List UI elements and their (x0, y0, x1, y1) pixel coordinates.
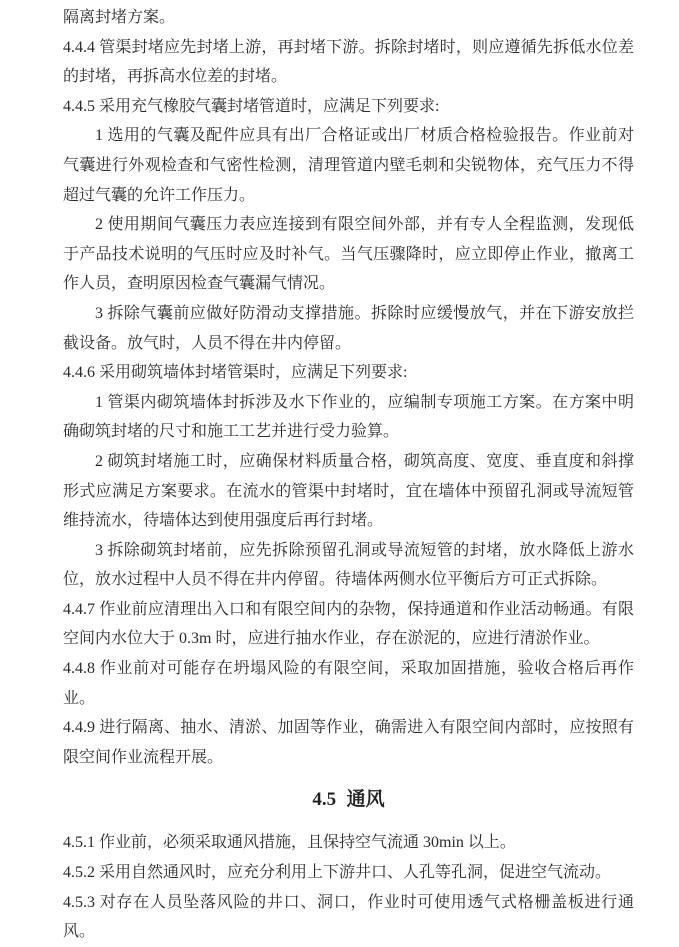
clause-paragraph: 4.5.3 对存在人员坠落风险的井口、洞口，作业时可使用透气式格栅盖板进行通风。 (63, 893, 634, 941)
clause-paragraph: 4.4.8 作业前对可能存在坍塌风险的有限空间，采取加固措施，验收合格后再作业。 (63, 660, 634, 707)
sub-item-paragraph: 2 砌筑封堵施工时，应确保材料质量合格，砌筑高度、宽度、垂直度和斜撑形式应满足方案要求。在流水的管渠中封堵时，宜在墙体中预留孔洞或导流短管维持流水，待墙体达到使用强度后再行封堵。 (63, 452, 634, 530)
sub-item-paragraph: 3 拆除砌筑封堵前，应先拆除预留孔洞或导流短管的封堵，放水降低上游水位，放水过程中人员不得在井内停留。待墙体两侧水位平衡后方可正式拆除。 (63, 541, 634, 589)
sub-item-paragraph: 1 管渠内砌筑墙体封拆涉及水下作业的，应编制专项施工方案。在方案中明确砌筑封堵的尺寸和施工工艺并进行受力验算。 (63, 393, 634, 441)
clause-paragraph: 4.4.6 采用砌筑墙体封堵管渠时，应满足下列要求: (63, 364, 408, 382)
sub-item-paragraph: 3 拆除气囊前应做好防滑动支撑措施。拆除时应缓慢放气，并在下游安放拦截设备。放气时，人员不得在井内停留。 (63, 304, 634, 352)
section-heading-number: 4.5 (312, 789, 337, 811)
section-heading-title: 通风 (346, 789, 385, 811)
clause-paragraph: 4.4.4 管渠封堵应先封堵上游，再封堵下游。拆除封堵时，则应遵循先拆低水位差的封堵，再拆高水位差的封堵。 (63, 38, 634, 86)
clause-paragraph: 4.5.2 采用自然通风时，应充分利用上下游井口、人孔等孔洞，促进空气流动。 (63, 864, 612, 882)
clause-paragraph: 隔离封堵方案。 (63, 9, 176, 26)
sub-item-paragraph: 2 使用期间气囊压力表应连接到有限空间外部，并有专人全程监测，发现低于产品技术说明的气压时应及时补气。当气压骤降时，应立即停止作业，撤离工作人员，查明原因检查气囊漏气情况。 (63, 216, 634, 293)
sub-item-paragraph: 1 选用的气囊及配件应具有出厂合格证或出厂材质合格检验报告。作业前对气囊进行外观检查和气密性检测，清理管道内壁毛刺和尖锐物体，充气压力不得超过气囊的允许工作压力。 (63, 127, 634, 204)
clause-paragraph: 4.4.5 采用充气橡胶气囊封堵管道时，应满足下列要求: (63, 97, 440, 115)
clause-paragraph: 4.4.9 进行隔离、抽水、清淤、加固等作业，确需进入有限空间内部时，应按照有限空间作业流程开展。 (63, 719, 634, 766)
clause-paragraph: 4.5.1 作业前，必须采取通风措施，且保持空气流通 30min 以上。 (63, 834, 516, 852)
clause-paragraph: 4.4.7 作业前应清理出入口和有限空间内的杂物，保持通道和作业活动畅通。有限空间内水位大于 0.3m 时，应进行抽水作业，存在淤泥的，应进行清淤作业。 (63, 600, 634, 648)
section-heading (63, 785, 634, 815)
